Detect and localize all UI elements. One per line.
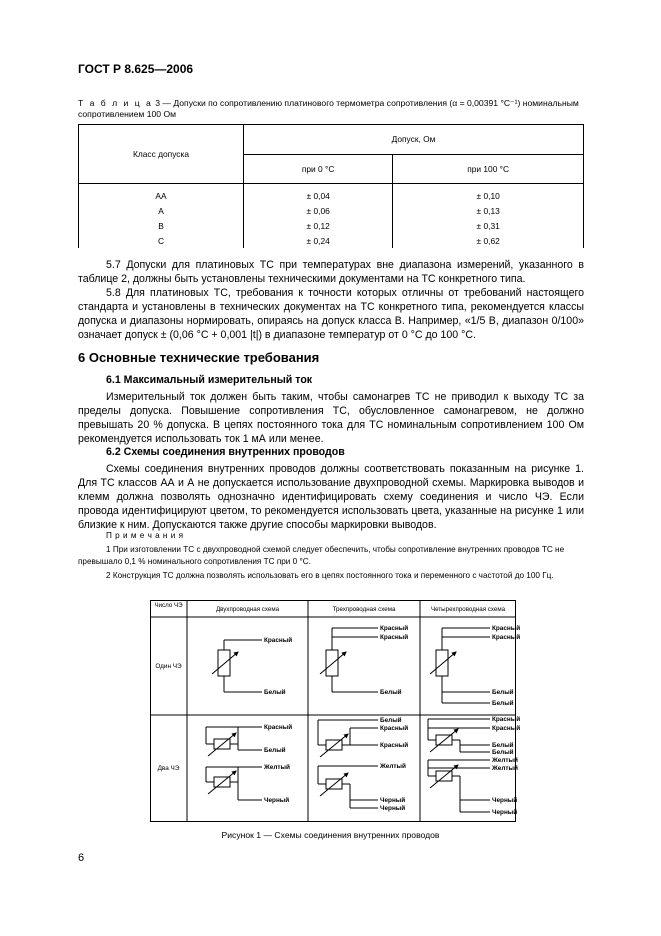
cell-tol-100: ± 0,62 [393,233,584,248]
wire-label: Белый [492,700,514,707]
fig-header-count: Число ЧЭ [154,602,183,609]
page-number: 6 [78,852,85,864]
header-at-100: при 100 °С [393,154,584,184]
table-caption-label: Т а б л и ц а [78,98,153,108]
wire-label: Красный [380,725,409,732]
wire-label: Красный [380,742,409,749]
wire-label: Белый [380,689,402,696]
document-header: ГОСТ Р 8.625—2006 [78,62,194,76]
wire-label: Белый [264,747,286,754]
wire-label: Красный [492,634,521,641]
figure-caption: Рисунок 1 — Схемы соединения внутренних проводов [221,830,440,840]
wire-label: Белый [264,689,286,696]
wire-label: Красный [264,724,293,731]
tolerance-table [78,124,584,248]
wire-label: Белый [492,749,514,756]
section-6-1-heading: 6.1 Максимальный измерительный ток [106,374,313,386]
wire-label: Черный [380,797,406,804]
cell-tol-0: ± 0,12 [244,218,393,233]
wire-label: Красный [492,725,521,732]
table-row [79,218,584,233]
cell-tol-0: ± 0,06 [244,203,393,218]
fig-header-four-wire: Четырехпроводная схема [430,606,506,613]
cell-tol-100: ± 0,13 [393,203,584,218]
wire-label: Красный [380,625,409,632]
fig-row-one-element: Один ЧЭ [155,663,182,670]
fig-header-two-wire: Двухпроводная схема [215,606,280,613]
wire-label: Черный [492,797,518,804]
cell-class: А [79,203,244,218]
wire-label: Белый [380,717,402,724]
table-caption [78,98,588,120]
wire-label: Черный [492,809,518,816]
section-6-2-heading: 6.2 Схемы соединения внутренних проводов [106,446,345,458]
wire-label: Черный [380,805,406,812]
wire-label: Желтый [380,763,406,770]
paragraph-5-7: 5.7 Допуски для платиновых ТС при температурах вне диапазона измерений, указанного в таблице 2, должны быть установлены техническими документами на ТС конкретного типа. [78,259,584,285]
header-tolerance: Допуск, Ом [244,125,584,155]
cell-class: В [79,218,244,233]
paragraph-6-1: Измерительный ток должен быть таким, чтобы самонагрев ТС не приводил к выходу ТС за пределы допуска. Повышение сопротивления ТС, обусловленное самонагревом, не должно превышать 20 % допуска. В цепях постоянного тока для ТС номинальным сопротивлением 100 Ом рекомендуется использовать ток 1 мА или менее. [78,391,584,445]
cell-class: С [79,233,244,248]
cell-class: АА [79,184,244,204]
table-row [79,233,584,248]
note-2: 2 Конструкция ТС должна позволять использовать его в цепях постоянного тока и переменного с частотой до 100 Гц. [106,571,554,580]
cell-tol-100: ± 0,10 [393,184,584,204]
paragraph-6-2: Схемы соединения внутренних проводов должны соответствовать показанным на рисунке 1. Для ТС классов АА и А не допускается использование двухпроводной схемы. Маркировка выводов и клемм должна позволять однозначно идентифицировать схему соединения и число ЧЭ. Если провода идентифицируют цветом, то рекомендуется использовать цвета, указанные на рисунке 1 или близкие к ним. Допускаются также другие способы маркировки выводов. [78,463,584,531]
cell-tol-100: ± 0,31 [393,218,584,233]
cell-tol-0: ± 0,04 [244,184,393,204]
fig-row-two-elements: Два ЧЭ [157,765,180,772]
wire-label: Белый [492,689,514,696]
wire-label: Белый [492,742,514,749]
wire-label: Красный [492,716,521,723]
table-row [79,203,584,218]
notes-title: П р и м е ч а н и я [106,531,184,540]
wire-label: Красный [380,634,409,641]
cell-tol-0: ± 0,24 [244,233,393,248]
wire-label: Красный [264,637,293,644]
wire-label: Желтый [492,757,518,764]
header-at-0: при 0 °С [244,154,393,184]
section-6-heading: 6 Основные технические требования [78,350,320,365]
note-1: 1 При изготовлении ТС с двухпроводной схемой следует обеспечить, чтобы сопротивление внутренних проводов ТС не превышало 0,1 % номинального сопротивления ТС при 0 °С. [78,545,565,566]
fig-header-three-wire: Трехпроводная схема [332,606,396,613]
table-caption-number: 3 [155,98,160,108]
table-caption-text: — Допуски по сопротивлению платинового термометра сопротивления (α = 0,00391 °С⁻¹) номинальным сопротивлением 100 Ом [78,98,579,119]
table-row [79,184,584,204]
header-class: Класс допуска [79,125,244,184]
wire-label: Желтый [492,765,518,772]
wire-label: Черный [264,797,290,804]
paragraph-5-8: 5.8 Для платиновых ТС, требования к точности которых отличны от требований настоящего стандарта и установлены в технических документах на ТС конкретного типа, рекомендуется классы допуска и диапазоны нормировать, опираясь на допуск класса В. Например, «1/5 В, диапазон 0/100» означает допуск ± (0,06 °С + 0,001 |t|) в диапазоне температур от 0 °С до 100 °С. [78,287,584,341]
wire-label: Красный [492,625,521,632]
wiring-diagram-figure [150,600,521,822]
wire-label: Желтый [264,764,290,771]
